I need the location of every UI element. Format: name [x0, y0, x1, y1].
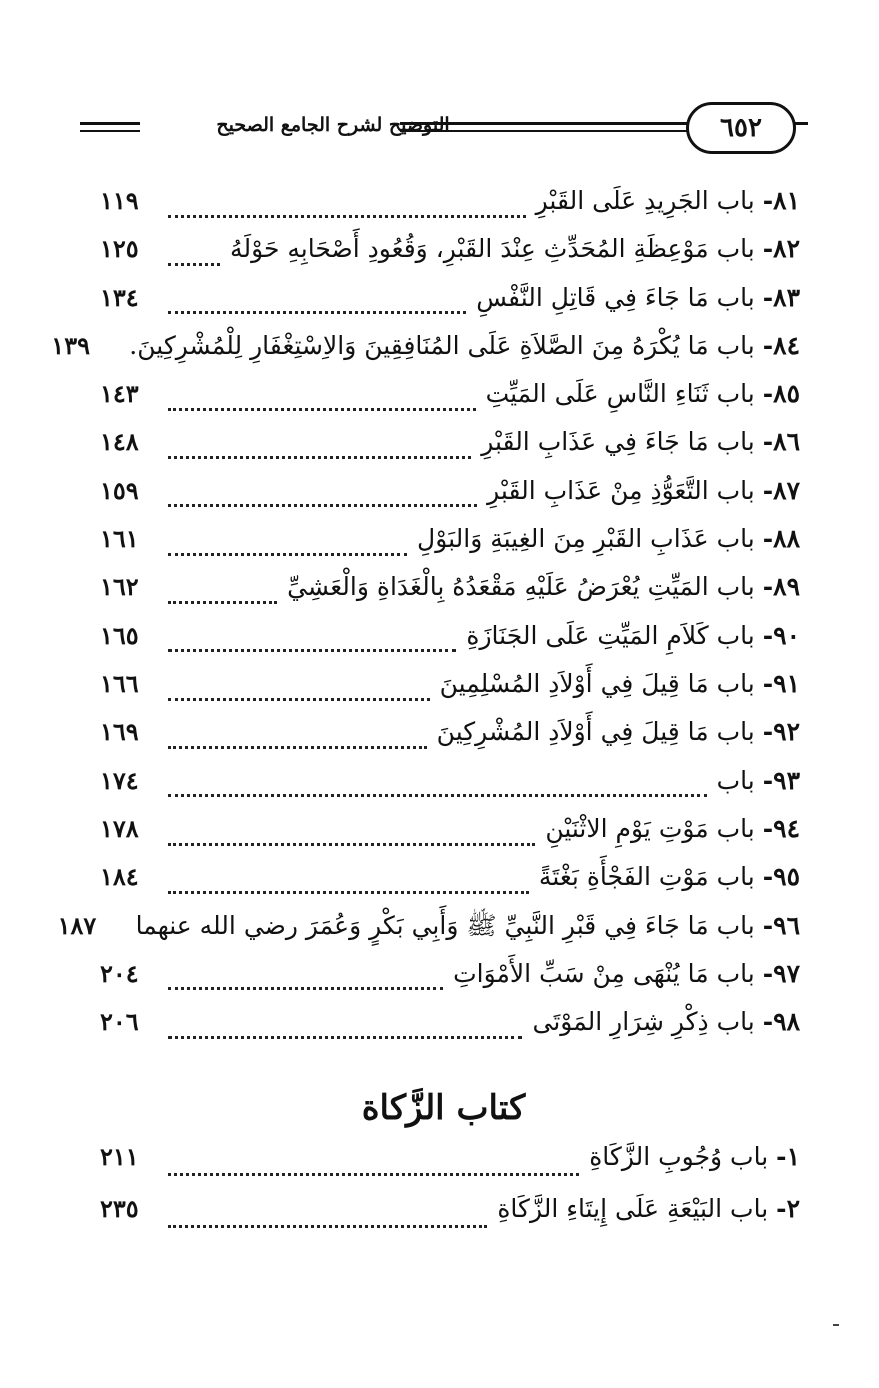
entry-title: باب التَّعَوُّذِ مِنْ عَذَابِ القَبْرِ	[487, 475, 755, 505]
leader-dots	[168, 891, 529, 894]
entry-title: باب	[716, 765, 755, 795]
scan-mark	[833, 1324, 839, 1326]
table-of-contents-zakat	[100, 1142, 800, 1246]
entry-number: ٩٨-	[762, 1007, 800, 1037]
leader-dots	[168, 843, 535, 846]
entry-page: ٢٠٤	[100, 958, 139, 988]
toc-entry	[57, 910, 800, 958]
toc-entry	[100, 1194, 800, 1246]
entry-page: ١٦٩	[100, 717, 139, 747]
toc-entry	[100, 524, 800, 572]
entry-page: ١٨٤	[100, 862, 139, 892]
entry-title: باب كَلاَمِ المَيِّتِ عَلَى الجَنَازَةِ	[466, 620, 755, 650]
leader-dots	[168, 263, 220, 266]
entry-title: باب مَا جَاءَ فِي عَذَابِ القَبْرِ	[481, 427, 755, 457]
entry-title: باب وُجُوبِ الزَّكَاةِ	[589, 1142, 769, 1171]
entry-number: ٨٧-	[762, 475, 800, 505]
entry-title: باب مَا قِيلَ فِي أَوْلاَدِ المُشْرِكِينَ	[436, 717, 755, 747]
entry-number: ٩٠-	[762, 620, 800, 650]
entry-page: ١٦١	[100, 524, 139, 554]
entry-page: ١٤٣	[100, 379, 139, 409]
entry-page: ٢٠٦	[100, 1007, 139, 1037]
leader-dots	[168, 987, 443, 990]
page-number: ٦٥٢	[686, 102, 796, 154]
entry-number: ٩٥-	[762, 862, 800, 892]
entry-page: ٢١١	[100, 1142, 139, 1171]
entry-title: باب مَا يُنْهَى مِنْ سَبِّ الأَمْوَاتِ	[453, 958, 755, 988]
leader-dots	[168, 1173, 579, 1176]
leader-dots	[168, 1036, 522, 1039]
toc-entry	[100, 379, 800, 427]
leader-dots	[168, 311, 466, 314]
entry-title: باب مَا قِيلَ فِي أَوْلاَدِ المُسْلِمِينَ	[439, 668, 755, 698]
toc-entry	[100, 862, 800, 910]
book-title: التوضيح لشرح الجامع الصحيح	[216, 114, 450, 136]
leader-dots	[168, 456, 471, 459]
entry-number: ٩٣-	[762, 765, 800, 795]
entry-number: ٨٨-	[762, 524, 800, 554]
leader-dots	[168, 649, 456, 652]
toc-entry	[100, 669, 800, 717]
leader-dots	[168, 553, 407, 556]
toc-entry	[100, 1007, 800, 1055]
toc-entry	[51, 330, 800, 379]
entry-title: باب مَوْتِ يَوْمِ الاثْنَيْنِ	[545, 813, 755, 843]
entry-number: ٨٢-	[762, 234, 800, 264]
entry-number: ٨٥-	[762, 379, 800, 409]
toc-entry	[100, 717, 800, 765]
entry-title: باب مَوْتِ الفَجْأَةِ بَغْتَةً	[538, 862, 755, 892]
entry-page: ١٣٩	[51, 330, 90, 360]
leader-dots	[168, 408, 476, 411]
entry-page: ١٧٨	[100, 813, 139, 843]
entry-number: ٨٩-	[762, 572, 800, 602]
entry-number: ٩٤-	[762, 813, 800, 843]
entry-page: ٢٣٥	[100, 1194, 139, 1223]
entry-page: ١٨٧	[57, 911, 97, 941]
toc-entry	[100, 283, 800, 331]
entry-page: ١٦٦	[100, 668, 139, 698]
toc-entry	[100, 234, 800, 282]
page-header	[68, 96, 808, 166]
entry-page: ١٥٩	[100, 475, 139, 505]
entry-page: ١٢٥	[100, 234, 139, 264]
toc-entry	[100, 476, 800, 524]
leader-dots	[168, 504, 477, 507]
entry-page: ١٣٤	[100, 282, 139, 312]
header-rule-left-lower	[80, 130, 140, 132]
section-heading: كتاب الزَّكاة	[361, 1088, 526, 1128]
entry-number: ٩٦-	[762, 911, 800, 941]
entry-number: ٩٢-	[762, 717, 800, 747]
entry-title: باب مَا يُكْرَهُ مِنَ الصَّلاَةِ عَلَى المُنَافِقِينَ وَالاِسْتِغْفَارِ لِلْمُشْرِكِينَ.	[129, 330, 755, 360]
entry-title: باب مَا جَاءَ فِي قَبْرِ النَّبِيِّ ﷺ وَأَبِي بَكْرٍ وَعُمَرَ رضي الله عنهما	[135, 911, 755, 941]
toc-entry	[100, 572, 800, 620]
toc-entry	[100, 621, 800, 669]
leader-dots	[168, 698, 430, 701]
leader-dots	[168, 215, 526, 218]
leader-dots	[168, 794, 707, 797]
entry-page: ١٧٤	[100, 765, 139, 795]
entry-title: باب الجَرِيدِ عَلَى القَبْرِ	[535, 186, 755, 215]
entry-title: باب مَوْعِظَةِ المُحَدِّثِ عِنْدَ القَبْرِ، وَقُعُودِ أَصْحَابِهِ حَوْلَهُ	[230, 234, 755, 264]
entry-page: ١١٩	[100, 186, 139, 215]
entry-number: ٩٧-	[762, 958, 800, 988]
entry-number: ٨٣-	[762, 282, 800, 312]
entry-number: ٨١-	[762, 186, 800, 215]
entry-number: ٨٤-	[762, 330, 800, 360]
leader-dots	[168, 746, 427, 749]
header-rule-left	[80, 122, 140, 125]
toc-entry	[100, 427, 800, 475]
entry-title: باب البَيْعَةِ عَلَى إِيتَاءِ الزَّكَاةِ	[497, 1194, 769, 1223]
table-of-contents	[51, 186, 800, 1055]
entry-number: ٨٦-	[762, 427, 800, 457]
entry-title: باب المَيِّتِ يُعْرَضُ عَلَيْهِ مَقْعَدُهُ بِالْغَدَاةِ وَالْعَشِيِّ	[287, 572, 755, 602]
entry-number: ٢-	[776, 1194, 800, 1223]
entry-page: ١٤٨	[100, 427, 139, 457]
entry-page: ١٦٢	[100, 572, 139, 602]
toc-entry	[100, 959, 800, 1007]
entry-title: باب مَا جَاءَ فِي قَاتِلِ النَّفْسِ	[476, 282, 755, 312]
toc-entry	[100, 1142, 800, 1194]
entry-number: ١-	[776, 1142, 800, 1171]
leader-dots	[168, 601, 277, 604]
entry-title: باب عَذَابِ القَبْرِ مِنَ الغِيبَةِ وَالبَوْلِ	[417, 524, 755, 554]
toc-entry	[100, 766, 800, 814]
entry-title: باب ذِكْرِ شِرَارِ المَوْتَى	[532, 1007, 755, 1037]
toc-entry	[100, 814, 800, 862]
entry-page: ١٦٥	[100, 620, 139, 650]
toc-entry	[100, 186, 800, 234]
entry-number: ٩١-	[762, 668, 800, 698]
leader-dots	[168, 1225, 487, 1228]
entry-title: باب ثَنَاءِ النَّاسِ عَلَى المَيِّتِ	[485, 379, 755, 409]
